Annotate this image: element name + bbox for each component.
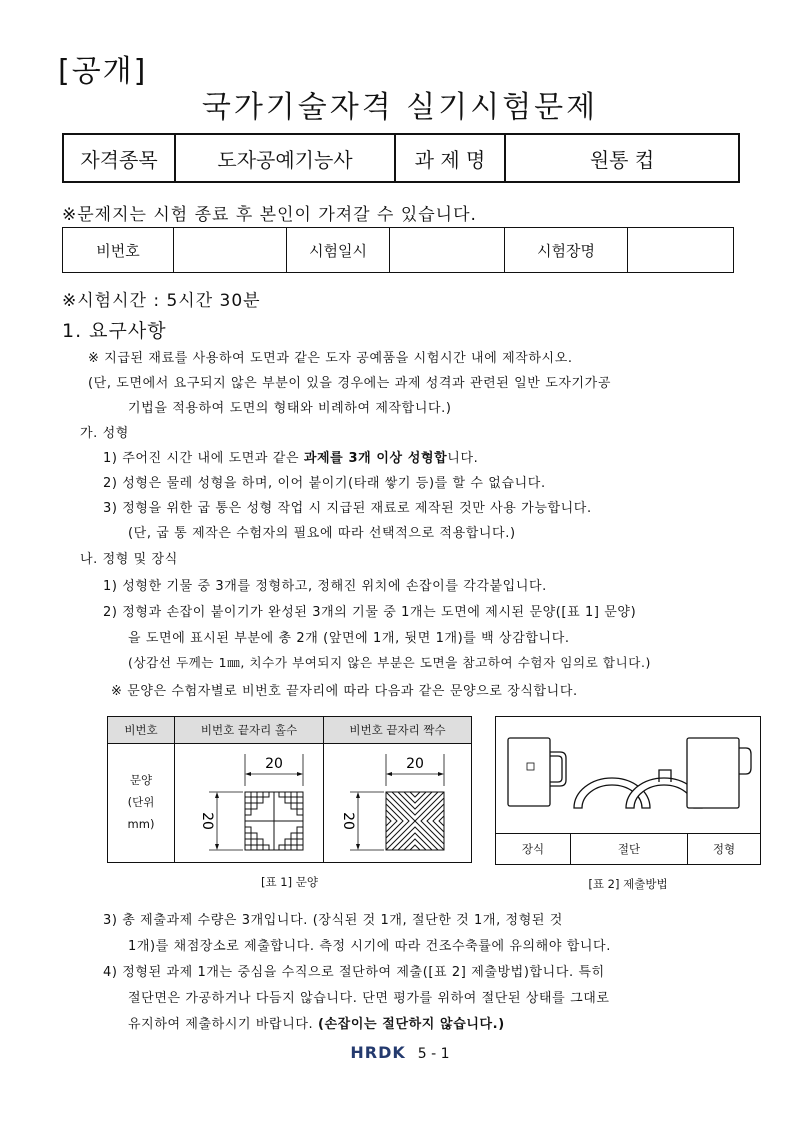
na-item-2-cont: 을 도면에 표시된 부분에 총 2개 (앞면에 1개, 뒷면 1개)를 백 상감합니다. <box>128 631 570 646</box>
even-width-dim: 20 <box>405 756 424 772</box>
ga-item-3: 3) 정형을 위한 굽 통은 성형 작업 시 지급된 재료로 제작된 것만 사용 가능합니다. <box>103 501 592 516</box>
pattern-table <box>107 716 472 863</box>
na-item-1: 1) 성형한 기물 중 3개를 정형하고, 정해진 위치에 손잡이를 각각붙입니다. <box>103 579 547 594</box>
number-field[interactable] <box>174 228 287 273</box>
task-value: 원통 컵 <box>505 134 739 182</box>
ga-item-3-note: (단, 굽 통 제작은 수험자의 필요에 따라 선택적으로 적용합니다.) <box>128 526 516 541</box>
method-col-formed: 정형 <box>688 834 761 865</box>
method-drawing-cell <box>496 717 761 834</box>
even-pattern-drawing <box>328 744 468 859</box>
intro-line-1: ※ 지급된 재료를 사용하여 도면과 같은 도자 공예품을 시험시간 내에 제작하시오. <box>88 351 573 366</box>
page-number: 5 - 1 <box>417 1046 450 1062</box>
public-tag: [공개] <box>58 54 148 89</box>
place-label: 시험장명 <box>505 228 628 273</box>
na-item-4: 4) 정형된 과제 1개는 중심을 수직으로 절단하여 제출([표 2] 제출방법)합니다. 특히 <box>103 965 605 980</box>
submission-method-table <box>495 716 761 865</box>
intro-line-3: 기법을 적용하여 도면의 형태와 비례하여 제작합니다.) <box>128 401 452 416</box>
method-caption: [표 2] 제출방법 <box>588 877 668 891</box>
task-label: 과 제 명 <box>395 134 505 182</box>
subsection-ga: 가. 성형 <box>80 426 129 441</box>
field-value: 도자공예기능사 <box>175 134 395 182</box>
subsection-na: 나. 정형 및 장식 <box>80 552 178 567</box>
na-item-2-note: (상감선 두께는 1㎜, 치수가 부여되지 않은 부분은 도면을 참고하여 수험자 임의로 합니다.) <box>128 655 652 670</box>
na-item-3: 3) 총 제출과제 수량은 3개입니다. (장식된 것 1개, 절단한 것 1개, 정형된 것 <box>103 913 563 928</box>
pattern-col-even: 비번호 끝자리 짝수 <box>324 717 472 744</box>
field-label: 자격종목 <box>63 134 175 182</box>
intro-line-2: (단, 도면에서 요구되지 않은 부분이 있을 경우에는 과제 성격과 관련된 일반 도자기가공 <box>88 376 611 391</box>
odd-pattern-cell <box>175 744 324 863</box>
ga-item-1: 1) 주어진 시간 내에 도면과 같은 과제를 3개 이상 성형합니다. <box>103 451 479 466</box>
na-item-3-cont: 1개)를 채점장소로 제출합니다. 측정 시기에 따라 건조수축률에 유의해야 합니다. <box>128 939 611 954</box>
odd-pattern-drawing <box>179 744 319 859</box>
cup-drawings <box>496 718 760 830</box>
method-col-decorated: 장식 <box>496 834 571 865</box>
pattern-row-label: 문양 (단위 mm) <box>108 744 175 863</box>
odd-width-dim: 20 <box>265 756 283 772</box>
na-item-4-cont: 절단면은 가공하거나 다듬지 않습니다. 단면 평가를 위하여 절단된 상태를 그대로 <box>128 991 610 1006</box>
pattern-col-odd: 비번호 끝자리 홀수 <box>175 717 324 744</box>
exam-info-table <box>62 227 734 273</box>
section-heading: 1. 요구사항 <box>62 320 167 342</box>
pattern-caption: [표 1] 문양 <box>261 875 318 889</box>
even-pattern-cell <box>324 744 472 863</box>
notice-text: ※문제지는 시험 종료 후 본인이 가져갈 수 있습니다. <box>62 205 477 225</box>
hrdk-logo: HRDK <box>350 1043 406 1062</box>
date-field[interactable] <box>390 228 505 273</box>
ga-item-2: 2) 성형은 물레 성형을 하며, 이어 붙이기(타래 쌓기 등)를 할 수 없습니다. <box>103 476 546 491</box>
na-item-4-end: 유지하여 제출하시기 바랍니다. (손잡이는 절단하지 않습니다.) <box>128 1017 505 1032</box>
page-title: 국가기술자격 실기시험문제 <box>201 90 599 125</box>
page-footer <box>0 1043 800 1062</box>
na-pattern-note: ※ 문양은 수험자별로 비번호 끝자리에 따라 다음과 같은 문양으로 장식합니다. <box>111 684 578 699</box>
info-table <box>62 133 740 183</box>
place-field[interactable] <box>628 228 734 273</box>
pattern-col-number: 비번호 <box>108 717 175 744</box>
method-col-cut: 절단 <box>571 834 688 865</box>
odd-height-dim: 20 <box>199 812 215 830</box>
even-height-dim: 20 <box>339 812 356 830</box>
date-label: 시험일시 <box>287 228 390 273</box>
na-item-2: 2) 정형과 손잡이 붙이기가 완성된 3개의 기물 중 1개는 도면에 제시된 문양([표 1] 문양) <box>103 605 637 620</box>
exam-time: ※시험시간 : 5시간 30분 <box>62 291 261 311</box>
number-label: 비번호 <box>63 228 174 273</box>
